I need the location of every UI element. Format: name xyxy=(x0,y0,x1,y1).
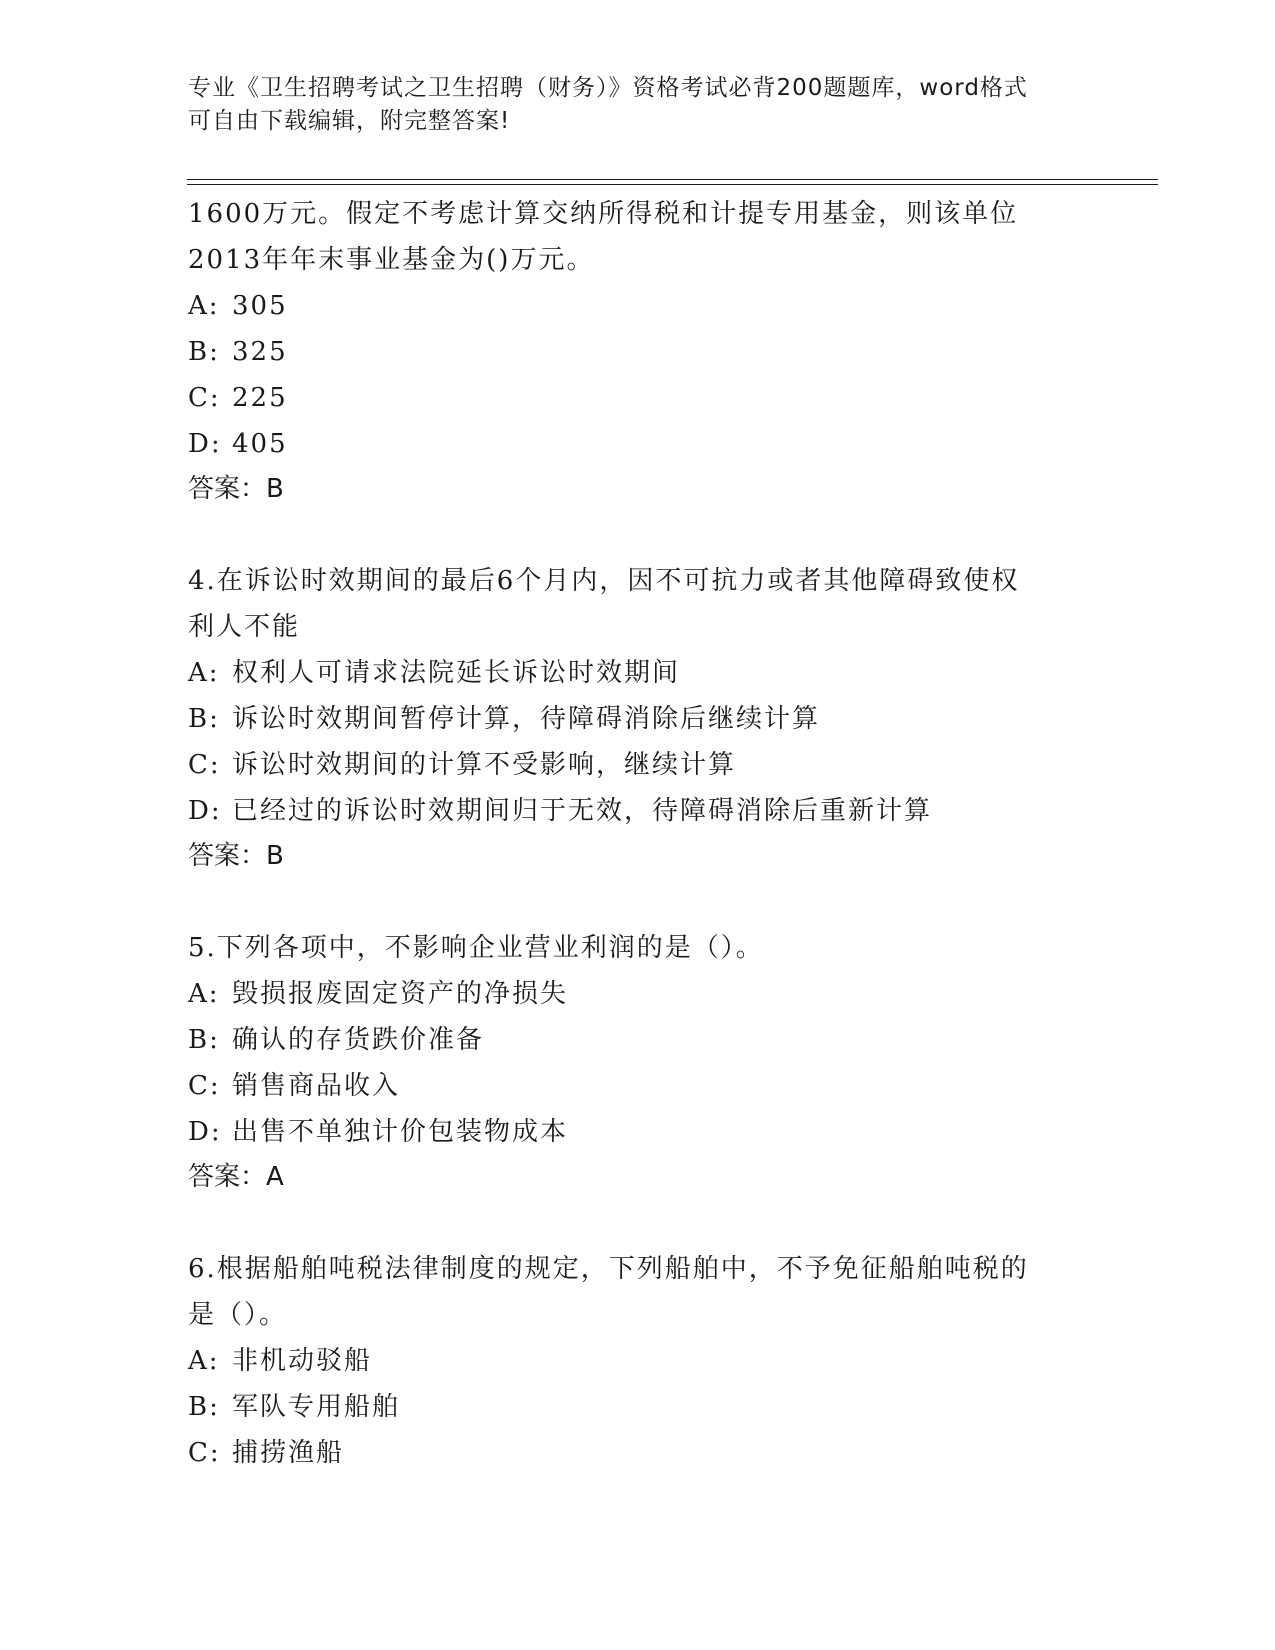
header-double-rule xyxy=(187,179,1158,185)
option-a xyxy=(188,971,1128,1017)
option-b xyxy=(188,329,1128,375)
option-label: C: xyxy=(188,1438,221,1468)
option-label: A: xyxy=(188,658,220,688)
option-label: C: xyxy=(188,750,221,780)
question-text-line: 1600万元。假定不考虑计算交纳所得税和计提专用基金，则该单位 xyxy=(188,199,1019,229)
question-text-line: 4.在诉讼时效期间的最后6个月内，因不可抗力或者其他障碍致使权 xyxy=(188,566,1020,596)
option-a xyxy=(188,1338,1128,1384)
question-text-line: 利人不能 xyxy=(188,612,301,642)
question-text-line: 是（）。 xyxy=(188,1300,288,1330)
option-text: 非机动驳船 xyxy=(232,1346,373,1376)
option-text: 军队专用船舶 xyxy=(232,1392,401,1422)
option-label: B: xyxy=(188,1392,220,1422)
question-block xyxy=(188,925,1128,1199)
question-spacer xyxy=(188,511,1128,558)
option-label: B: xyxy=(188,337,220,367)
option-text: 已经过的诉讼时效期间归于无效，待障碍消除后重新计算 xyxy=(232,796,933,826)
option-label: D: xyxy=(188,1117,222,1147)
answer-line: 答案：B xyxy=(188,841,284,871)
question-spacer xyxy=(188,1199,1128,1246)
option-text: 305 xyxy=(232,291,288,321)
option-b xyxy=(188,1384,1128,1430)
page-header xyxy=(188,72,1088,138)
option-text: 捕捞渔船 xyxy=(232,1438,345,1468)
option-b xyxy=(188,1017,1128,1063)
option-text: 诉讼时效期间的计算不受影响，继续计算 xyxy=(232,750,737,780)
option-text: 权利人可请求法院延长诉讼时效期间 xyxy=(232,658,681,688)
option-label: D: xyxy=(188,796,222,826)
option-a xyxy=(188,283,1128,329)
header-line-2: 可自由下载编辑，附完整答案! xyxy=(188,108,511,134)
option-d xyxy=(188,1109,1128,1155)
option-c xyxy=(188,1063,1128,1109)
question-block xyxy=(188,558,1128,878)
question-text-line: 5.下列各项中，不影响企业营业利润的是（）。 xyxy=(188,933,764,963)
question-block xyxy=(188,191,1128,511)
option-text: 405 xyxy=(232,429,288,459)
option-c xyxy=(188,1430,1128,1476)
option-text: 325 xyxy=(232,337,288,367)
option-c xyxy=(188,375,1128,421)
question-text-line: 2013年年末事业基金为()万元。 xyxy=(188,245,595,275)
header-line-1: 专业《卫生招聘考试之卫生招聘（财务）》资格考试必背200题题库，word格式 xyxy=(188,75,1028,101)
option-b xyxy=(188,696,1128,742)
option-a xyxy=(188,650,1128,696)
option-label: C: xyxy=(188,383,221,413)
option-d xyxy=(188,788,1128,834)
option-c xyxy=(188,742,1128,788)
option-label: A: xyxy=(188,1346,220,1376)
answer-line: 答案：A xyxy=(188,1162,284,1192)
question-spacer xyxy=(188,878,1128,925)
option-text: 销售商品收入 xyxy=(232,1071,401,1101)
option-text: 诉讼时效期间暂停计算，待障碍消除后继续计算 xyxy=(232,704,821,734)
option-label: A: xyxy=(188,291,220,321)
option-label: B: xyxy=(188,704,220,734)
question-list xyxy=(188,191,1128,1476)
option-text: 确认的存货跌价准备 xyxy=(232,1025,485,1055)
option-text: 出售不单独计价包装物成本 xyxy=(232,1117,569,1147)
question-block xyxy=(188,1246,1128,1476)
option-label: D: xyxy=(188,429,222,459)
option-label: C: xyxy=(188,1071,221,1101)
option-label: A: xyxy=(188,979,220,1009)
option-d xyxy=(188,421,1128,467)
option-label: B: xyxy=(188,1025,220,1055)
answer-line: 答案：B xyxy=(188,474,284,504)
question-text-line: 6.根据船舶吨税法律制度的规定，下列船舶中，不予免征船舶吨税的 xyxy=(188,1254,1029,1284)
option-text: 225 xyxy=(232,383,288,413)
option-text: 毁损报废固定资产的净损失 xyxy=(232,979,569,1009)
